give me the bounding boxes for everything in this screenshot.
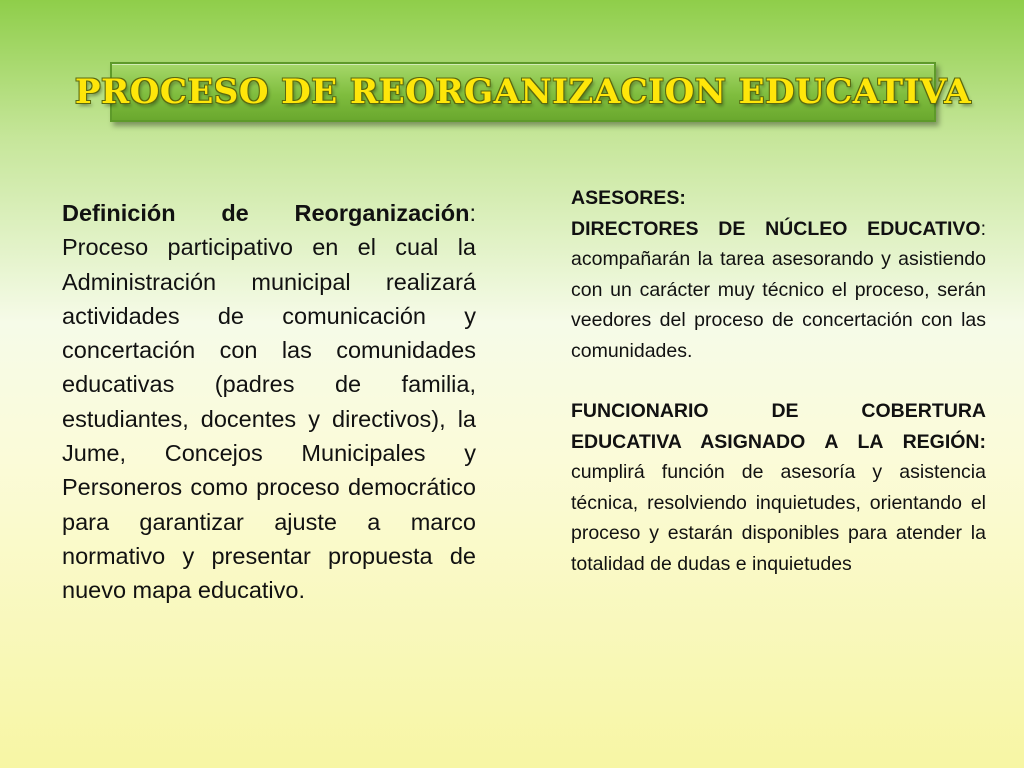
slide-title: PROCESO DE REORGANIZACION EDUCATIVA bbox=[74, 72, 972, 112]
directors-text: : acompañarán la tarea asesorando y asistiendo con un carácter muy técnico el proceso, serán veedores del proceso de concertación con las comunidades. bbox=[571, 217, 986, 362]
coverage-label: FUNCIONARIO DE COBERTURA EDUCATIVA ASIGNADO A LA REGIÓN: bbox=[571, 400, 986, 453]
definition-block bbox=[62, 196, 476, 608]
advisors-heading: ASESORES: bbox=[571, 187, 686, 209]
coverage-paragraph bbox=[571, 396, 986, 579]
title-banner bbox=[74, 62, 972, 122]
definition-text: Proceso participativo en el cual la Administración municipal realizará actividades de comunicación y concertación con las comunidades educativas (padres de familia, estudiantes, docentes y directivos), la Jume, Concejos Municipales y Personeros como proceso democrático para garantizar ajuste a marco normativo y presentar propuesta de nuevo mapa educativo. bbox=[62, 234, 476, 604]
directors-label: DIRECTORES DE NÚCLEO EDUCATIVO bbox=[571, 217, 981, 240]
advisors-block bbox=[571, 183, 986, 579]
definition-colon: : bbox=[469, 200, 476, 226]
coverage-text: cumplirá función de asesoría y asistencia técnica, resolviendo inquietudes, orientando el proceso y estarán disponibles para atender la totalidad de dudas e inquietudes bbox=[571, 461, 986, 575]
definition-term: Definición de Reorganización bbox=[62, 200, 470, 226]
paragraph-spacer bbox=[571, 366, 986, 396]
directors-paragraph bbox=[571, 214, 986, 367]
